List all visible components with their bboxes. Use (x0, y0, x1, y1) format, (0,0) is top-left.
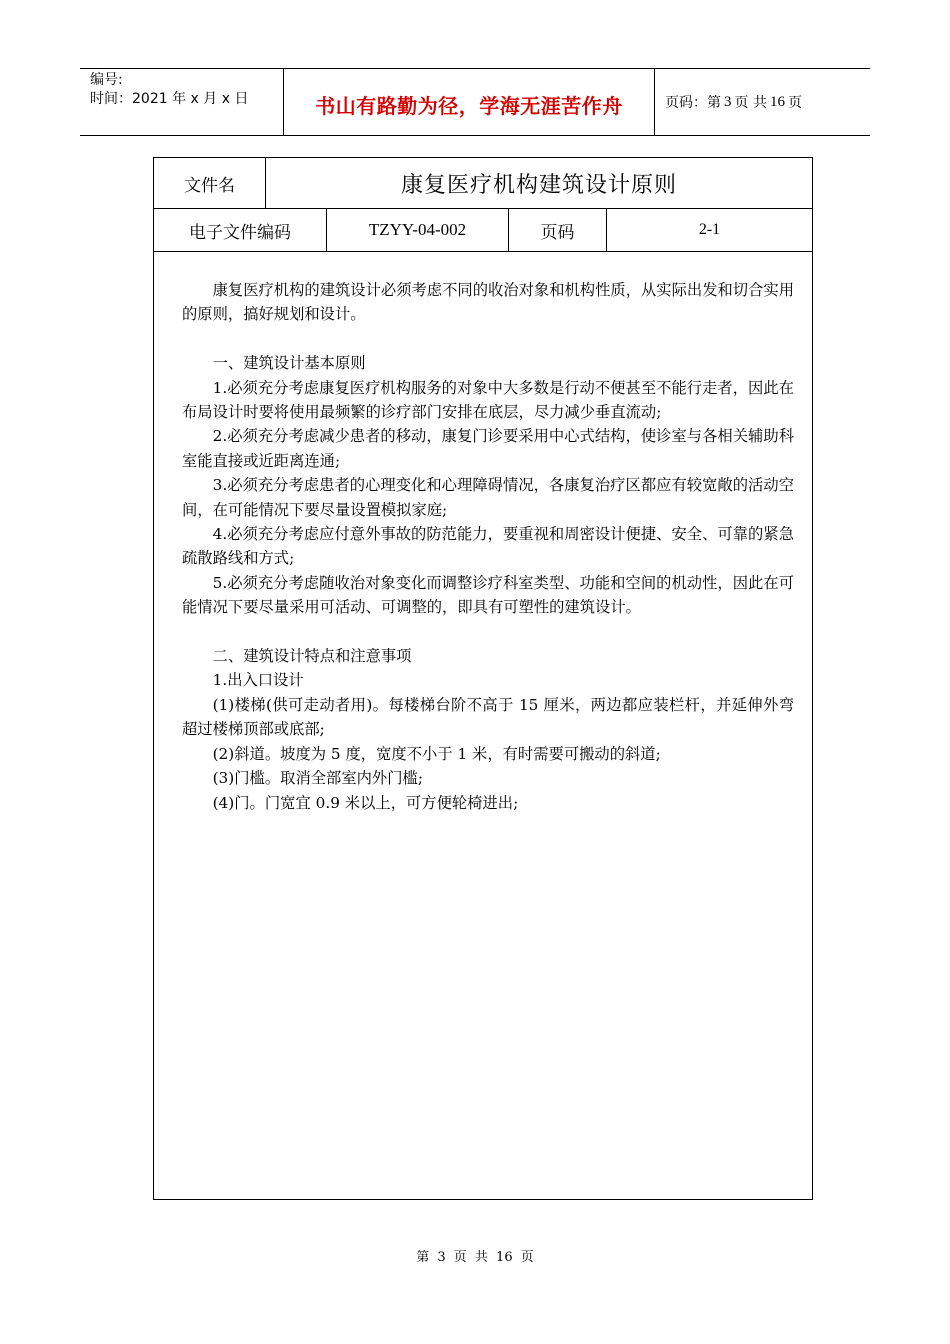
section2-title: 二、建筑设计特点和注意事项 (212, 647, 412, 666)
section2-item: (1)楼梯(供可走动者用)。每楼梯台阶不高于 15 厘米，两边都应装栏杆，并延伸外弯超过楼梯顶部或底部; (182, 695, 794, 739)
code-value: TZYY-04-002 (327, 209, 509, 251)
section1-item: 1.必须充分考虑康复医疗机构服务的对象中大多数是行动不便甚至不能行走者，因此在布局设计时要将使用最频繁的诊疗部门安排在底层，尽力减少垂直流动; (182, 378, 794, 422)
page-current: 3 (724, 93, 732, 110)
page-total: 16 (769, 93, 785, 110)
form-page-label: 页码 (509, 209, 607, 251)
intro-paragraph: 康复医疗机构的建筑设计必须考虑不同的收治对象和机构性质，从实际出发和切合实用的原则，搞好规划和设计。 (182, 281, 794, 324)
document-title: 康复医疗机构建筑设计原则 (400, 172, 677, 198)
code-label: 电子文件编码 (154, 209, 327, 251)
form-row-code (154, 209, 812, 252)
section1-item: 2.必须充分考虑减少患者的移动，康复门诊要采用中心式结构，使诊室与各相关辅助科室能直接或近距离连通; (182, 427, 794, 470)
header-page-info (655, 69, 870, 135)
section2-subtitle: 1.出入口设计 (212, 671, 304, 690)
section1-item: 4.必须充分考虑应付意外事故的防范能力，要重视和周密设计便捷、安全、可靠的紧急疏散路线和方式; (182, 525, 794, 568)
page-suffix: 页 (787, 95, 802, 111)
document-form (153, 157, 813, 1200)
section1-item: 3.必须充分考虑患者的心理变化和心理障碍情况，各康复治疗区都应有较宽敞的活动空间，在可能情况下要尽量设置模拟家庭; (182, 476, 794, 519)
section2-item: (4)门。门宽宜 0.9 米以上，可方便轮椅进出; (212, 793, 519, 812)
section2-item: (2)斜道。坡度为 5 度，宽度不小于 1 米，有时需要可搬动的斜道; (212, 744, 661, 763)
page-mid: 页 共 (734, 95, 767, 111)
page-footer (0, 1246, 950, 1265)
section1-item: 5.必须充分考虑随收治对象变化而调整诊疗科室类型、功能和空间的机动性，因此在可能情况下要尽量采用可活动、可调整的，即具有可塑性的建筑设计。 (182, 573, 794, 617)
page-header (80, 68, 870, 136)
footer-page-number: 第 3 页 共 16 页 (416, 1250, 534, 1265)
time-label: 时间：2021 年 x 月 x 日 (90, 91, 249, 107)
header-motto-cell (283, 69, 655, 135)
page-prefix: 页码：第 (665, 95, 721, 111)
form-page-value: 2-1 (698, 221, 721, 238)
section1-title: 一、建筑设计基本原则 (212, 354, 366, 373)
section2-item: (3)门槛。取消全部室内外门槛; (212, 769, 423, 788)
file-name-label: 文件名 (154, 158, 266, 208)
header-meta (80, 69, 283, 135)
form-row-title (154, 158, 812, 209)
motto-text: 书山有路勤为径，学海无涯苦作舟 (315, 93, 623, 118)
serial-label: 编号: (90, 72, 123, 88)
document-body (182, 278, 794, 815)
